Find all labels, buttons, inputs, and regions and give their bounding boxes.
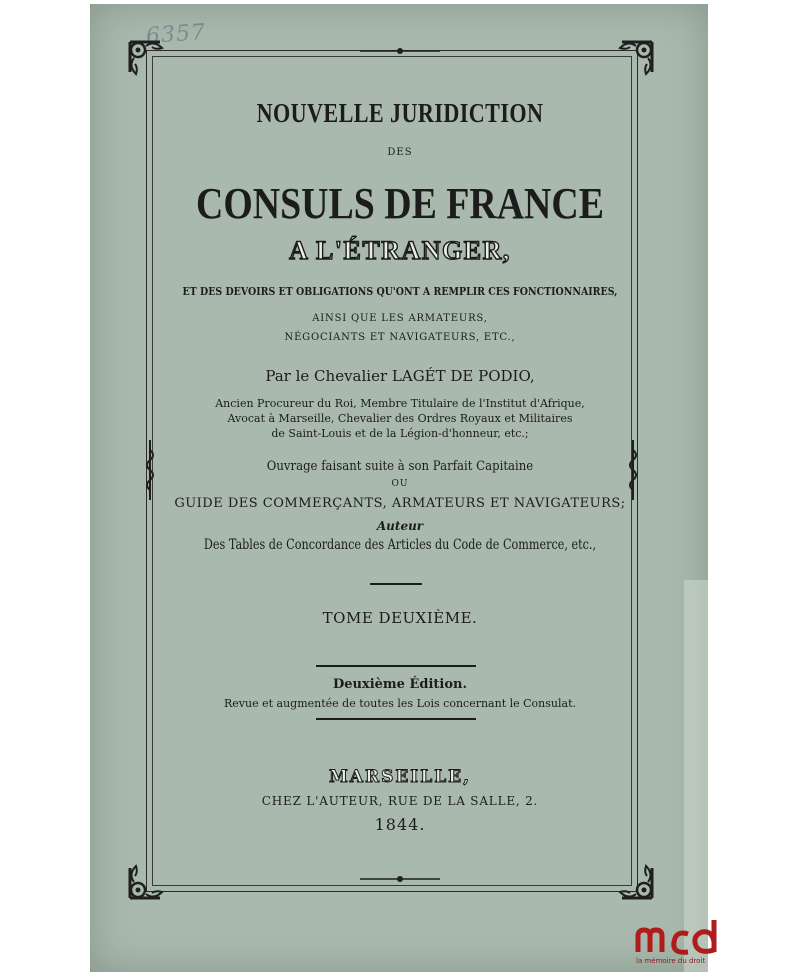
auteur-label: Auteur [376, 519, 424, 533]
title-line-3: A L'ÉTRANGER, [289, 236, 511, 265]
year-label: 1844. [374, 815, 426, 834]
subtitle-2: AINSI QUE LES ARMATEURS, [312, 313, 488, 324]
city-label: MARSEILLE, [328, 767, 472, 787]
mcd-logo-icon [632, 918, 732, 976]
corner-ornament-icon [124, 856, 172, 904]
tome-label: TOME DEUXIÈME. [322, 609, 478, 627]
divider-rule [316, 665, 476, 667]
suite-line: Ouvrage faisant suite à son Parfait Capitaine [266, 459, 534, 474]
publisher-line: CHEZ L'AUTEUR, RUE DE LA SALLE, 2. [261, 794, 539, 808]
ou-line: OU [391, 479, 409, 489]
title-line-2: CONSULS DE FRANCE [196, 179, 604, 228]
guide-line: GUIDE DES COMMERÇANTS, ARMATEURS ET NAVIGATEURS; [174, 496, 626, 511]
subtitle-3: NÉGOCIANTS ET NAVIGATEURS, ETC., [284, 332, 516, 343]
author-title-line: Ancien Procureur du Roi, Membre Titulaire de l'Institut d'Afrique, [215, 397, 585, 410]
tables-line: Des Tables de Concordance des Articles du Code de Commerce, etc., [203, 537, 597, 553]
revue-line: Revue et augmentée de toutes les Lois concernant le Consulat. [224, 697, 576, 710]
author-title-line: Avocat à Marseille, Chevalier des Ordres Royaux et Militaires [227, 412, 573, 425]
corner-ornament-icon [610, 36, 658, 84]
divider-rule [316, 718, 476, 720]
author-title-line: de Saint-Louis et de la Légion-d'honneur, etc.; [271, 427, 529, 440]
edition-label: Deuxième Édition. [332, 677, 468, 692]
corner-ornament-icon [610, 856, 658, 904]
title-des: DES [387, 147, 413, 158]
author-line: Par le Chevalier LAGÉT DE PODIO, [265, 367, 535, 385]
top-ornament-icon [360, 46, 440, 56]
bottom-ornament-icon [360, 874, 440, 884]
corner-ornament-icon [124, 36, 172, 84]
handwritten-mark: 6357 [145, 19, 207, 50]
divider-rule [370, 583, 422, 585]
logo-tagline: la mémoire du droit [636, 957, 706, 965]
title-line-1: NOUVELLE JURIDICTION [256, 98, 544, 128]
subtitle-1: ET DES DEVOIRS ET OBLIGATIONS QU'ONT A REMPLIR CES FONCTIONNAIRES, [182, 284, 618, 298]
